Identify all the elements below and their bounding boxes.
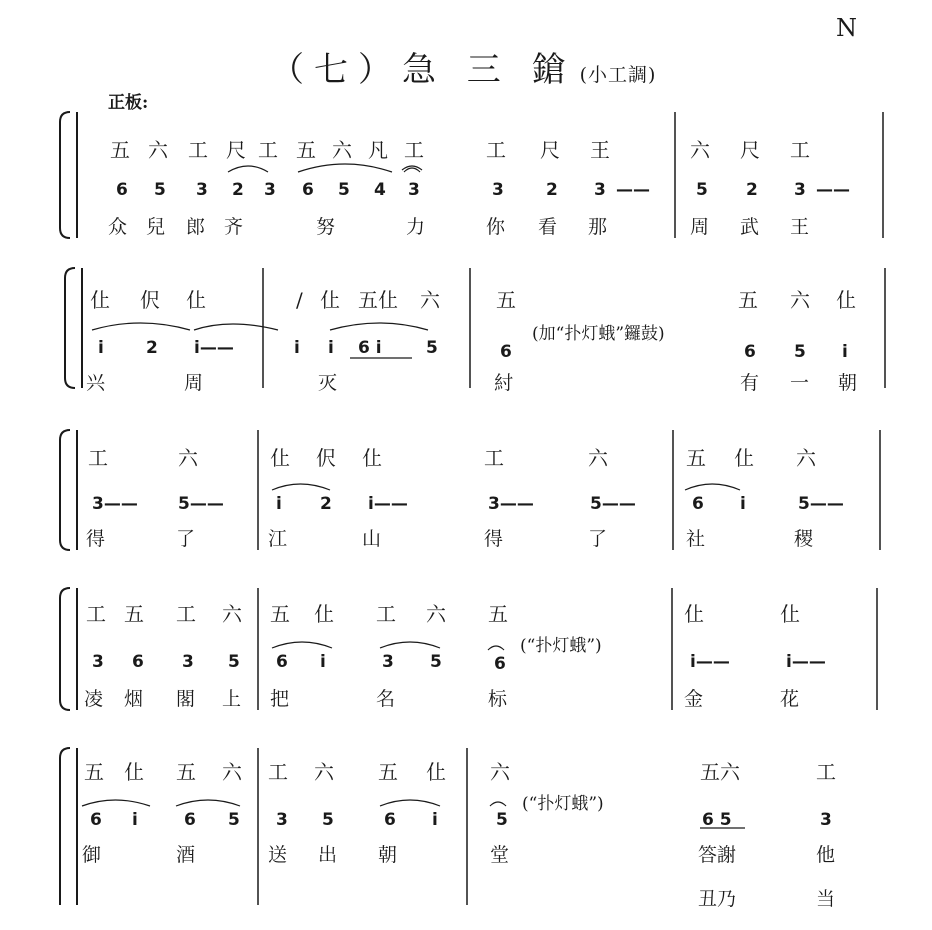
jianpu-note: 3 <box>196 180 208 200</box>
lyric: 得 <box>484 528 504 550</box>
lyric: 周 <box>690 216 710 238</box>
gongche-note: 工 <box>486 138 506 162</box>
lyric: 御 <box>82 844 102 866</box>
corner-mark: N <box>836 14 857 42</box>
jianpu-note: 2 <box>546 180 558 200</box>
jianpu-note: 5—— <box>178 494 224 514</box>
lyric: 众 <box>108 216 128 238</box>
performance-note: (“扑灯蛾”) <box>522 794 604 814</box>
jianpu-note: 4 <box>374 180 386 200</box>
jianpu-note: 6 <box>276 652 288 672</box>
jianpu-note: 3—— <box>488 494 534 514</box>
gongche-note: 五 <box>296 138 316 162</box>
lyric: 上 <box>222 688 242 710</box>
jianpu-note: i—— <box>786 652 826 672</box>
jianpu-note: 3 <box>382 652 394 672</box>
lyric: 把 <box>270 688 290 710</box>
lyric: 朝 <box>378 844 398 866</box>
jianpu-note: 6 <box>116 180 128 200</box>
jianpu-note: 6 <box>692 494 704 514</box>
lyric: 兴 <box>86 372 106 394</box>
lyric: 花 <box>780 688 800 710</box>
gongche-note: 工 <box>268 760 288 784</box>
gongche-note: 仩 <box>734 446 754 470</box>
jianpu-note: i—— <box>368 494 408 514</box>
gongche-note: 工 <box>176 602 196 626</box>
jianpu-note: 6 <box>132 652 144 672</box>
jianpu-note: 5—— <box>590 494 636 514</box>
gongche-note: 工 <box>88 446 108 470</box>
jianpu-note: 5 <box>696 180 708 200</box>
jianpu-note: 6 <box>302 180 314 200</box>
gongche-note: / <box>296 288 303 312</box>
gongche-note: 工 <box>376 602 396 626</box>
lyric: 答謝 <box>698 844 737 866</box>
gongche-note: 尺 <box>740 138 760 162</box>
system-2-bracket <box>65 268 75 388</box>
jianpu-note: 6 <box>384 810 396 830</box>
jianpu-note: i <box>740 494 746 514</box>
lyric: 力 <box>406 216 426 238</box>
jianpu-dash: —— <box>816 180 850 200</box>
lyric: 稷 <box>794 528 814 550</box>
lyric: 灭 <box>318 372 338 394</box>
lyric: 有 <box>740 372 760 394</box>
lyric: 周 <box>184 372 204 394</box>
jianpu-note: 3 <box>276 810 288 830</box>
lyric: 齐 <box>224 216 244 238</box>
jianpu-note: i <box>276 494 282 514</box>
jianpu-note: 3 <box>182 652 194 672</box>
gongche-note: 尺 <box>226 138 246 162</box>
performance-note: (加“扑灯蛾”鑼鼓) <box>532 324 665 344</box>
lyric: 你 <box>486 216 506 238</box>
gongche-note: 五 <box>124 602 144 626</box>
lyric: 郎 <box>186 216 206 238</box>
jianpu-note: 3 <box>794 180 806 200</box>
gongche-note: 五 <box>738 288 758 312</box>
jianpu-note: 6 <box>90 810 102 830</box>
song-title <box>270 42 656 91</box>
gongche-note: 仩 <box>270 446 290 470</box>
jianpu-note: 6 <box>184 810 196 830</box>
system-1-bracket <box>60 112 70 238</box>
lyric: 丑乃 <box>698 888 737 910</box>
jianpu-note: 5 <box>430 652 442 672</box>
lyric: 出 <box>318 844 338 866</box>
gongche-note: 工 <box>188 138 208 162</box>
gongche-note: 工 <box>86 602 106 626</box>
lyric: 堂 <box>490 844 510 866</box>
lyric: 山 <box>362 528 382 550</box>
title-key: (小工調) <box>579 64 657 86</box>
gongche-note: 仩 <box>124 760 144 784</box>
lyric: 一 <box>790 372 810 394</box>
lyric: 了 <box>588 528 608 550</box>
jianpu-note: 5 <box>338 180 350 200</box>
lyric: 紂 <box>494 372 514 394</box>
lyric: 名 <box>376 688 396 710</box>
lyric: 朝 <box>838 372 858 394</box>
title-main: （七）急 三 鎗 <box>270 50 576 90</box>
jianpu-note: i <box>294 338 300 358</box>
lyric: 金 <box>684 688 704 710</box>
gongche-note: 工 <box>404 138 424 162</box>
lyric: 了 <box>176 528 196 550</box>
gongche-note: 六 <box>588 446 608 470</box>
gongche-note: 五 <box>496 288 516 312</box>
jianpu-note: 3 <box>820 810 832 830</box>
gongche-note: 五 <box>686 446 706 470</box>
jianpu-note: 3 <box>492 180 504 200</box>
jianpu-note: i <box>842 342 848 362</box>
jianpu-note: 6 <box>744 342 756 362</box>
gongche-note: 六 <box>178 446 198 470</box>
gongche-note: 仩 <box>836 288 856 312</box>
gongche-note: 六 <box>332 138 352 162</box>
lyric: 王 <box>790 216 810 238</box>
gongche-note: 仩 <box>320 288 340 312</box>
gongche-note: 仩 <box>90 288 110 312</box>
lyric: 兒 <box>146 216 166 238</box>
gongche-note: 六 <box>796 446 816 470</box>
jianpu-note: 6 <box>494 654 506 674</box>
gongche-note: 伬 <box>316 446 336 470</box>
gongche-note: 六 <box>222 760 242 784</box>
gongche-note: 王 <box>590 138 610 162</box>
gongche-note: 五仩 <box>358 288 398 312</box>
jianpu-note: 5 <box>154 180 166 200</box>
jianpu-note: 2 <box>746 180 758 200</box>
jianpu-dash: —— <box>616 180 650 200</box>
gongche-note: 五 <box>488 602 508 626</box>
jianpu-note: i <box>98 338 104 358</box>
jianpu-note: 3 <box>408 180 420 200</box>
gongche-note: 六 <box>222 602 242 626</box>
lyric: 努 <box>316 216 336 238</box>
jianpu-note: 2 <box>320 494 332 514</box>
lyric: 看 <box>538 216 558 238</box>
gongche-note: 仩 <box>314 602 334 626</box>
lyric: 凌 <box>84 688 104 710</box>
jianpu-note: 5 <box>426 338 438 358</box>
system-3-bracket <box>60 430 70 550</box>
jianpu-note: i <box>320 652 326 672</box>
lyric: 得 <box>86 528 106 550</box>
jianpu-note: 3 <box>92 652 104 672</box>
jianpu-note: i <box>132 810 138 830</box>
gongche-note: 六 <box>314 760 334 784</box>
jianpu-note: 6 <box>500 342 512 362</box>
jianpu-note: 6 i <box>358 338 382 358</box>
jianpu-note: i—— <box>690 652 730 672</box>
jianpu-note: i—— <box>194 338 234 358</box>
gongche-note: 仩 <box>362 446 382 470</box>
jianpu-note: 3 <box>264 180 276 200</box>
lyric: 送 <box>268 844 288 866</box>
gongche-note: 工 <box>258 138 278 162</box>
gongche-note: 六 <box>490 760 510 784</box>
lyric: 酒 <box>176 844 196 866</box>
lyric: 那 <box>588 216 608 238</box>
gongche-note: 仩 <box>426 760 446 784</box>
gongche-note: 六 <box>148 138 168 162</box>
lyric: 当 <box>816 888 836 910</box>
system-5-bracket <box>60 748 70 905</box>
gongche-note: 五 <box>378 760 398 784</box>
tempo-marking: 正板: <box>108 93 149 113</box>
jianpu-note: 2 <box>146 338 158 358</box>
jianpu-note: i <box>328 338 334 358</box>
gongche-note: 伬 <box>140 288 160 312</box>
performance-note: (“扑灯蛾”) <box>520 636 602 656</box>
gongche-note: 六 <box>426 602 446 626</box>
gongche-note: 工 <box>790 138 810 162</box>
jianpu-note: 5 <box>228 652 240 672</box>
jianpu-note: i <box>432 810 438 830</box>
gongche-note: 五六 <box>700 760 740 784</box>
lyric: 烟 <box>124 688 144 710</box>
gongche-note: 五 <box>176 760 196 784</box>
gongche-note: 仩 <box>684 602 704 626</box>
gongche-note: 五 <box>270 602 290 626</box>
lyric: 标 <box>488 688 508 710</box>
jianpu-note: 3—— <box>92 494 138 514</box>
gongche-note: 六 <box>420 288 440 312</box>
lyric: 江 <box>268 528 288 550</box>
gongche-note: 仩 <box>780 602 800 626</box>
jianpu-note: 5 <box>794 342 806 362</box>
jianpu-note: 3 <box>594 180 606 200</box>
gongche-note: 尺 <box>540 138 560 162</box>
jianpu-note: 5 <box>228 810 240 830</box>
gongche-note: 五 <box>84 760 104 784</box>
lyric: 他 <box>816 844 836 866</box>
lyric: 社 <box>686 528 706 550</box>
system-4-bracket <box>60 588 70 710</box>
gongche-note: 五 <box>110 138 130 162</box>
gongche-note: 仩 <box>186 288 206 312</box>
jianpu-note: 5 <box>322 810 334 830</box>
jianpu-note: 5—— <box>798 494 844 514</box>
lyric: 武 <box>740 216 760 238</box>
jianpu-note: 2 <box>232 180 244 200</box>
jianpu-note: 5 <box>496 810 508 830</box>
lyric: 閣 <box>176 688 196 710</box>
gongche-note: 凡 <box>368 138 388 162</box>
gongche-note: 工 <box>816 760 836 784</box>
gongche-note: 工 <box>484 446 504 470</box>
gongche-note: 六 <box>790 288 810 312</box>
jianpu-note: 6 5 <box>702 810 732 830</box>
gongche-note: 六 <box>690 138 710 162</box>
